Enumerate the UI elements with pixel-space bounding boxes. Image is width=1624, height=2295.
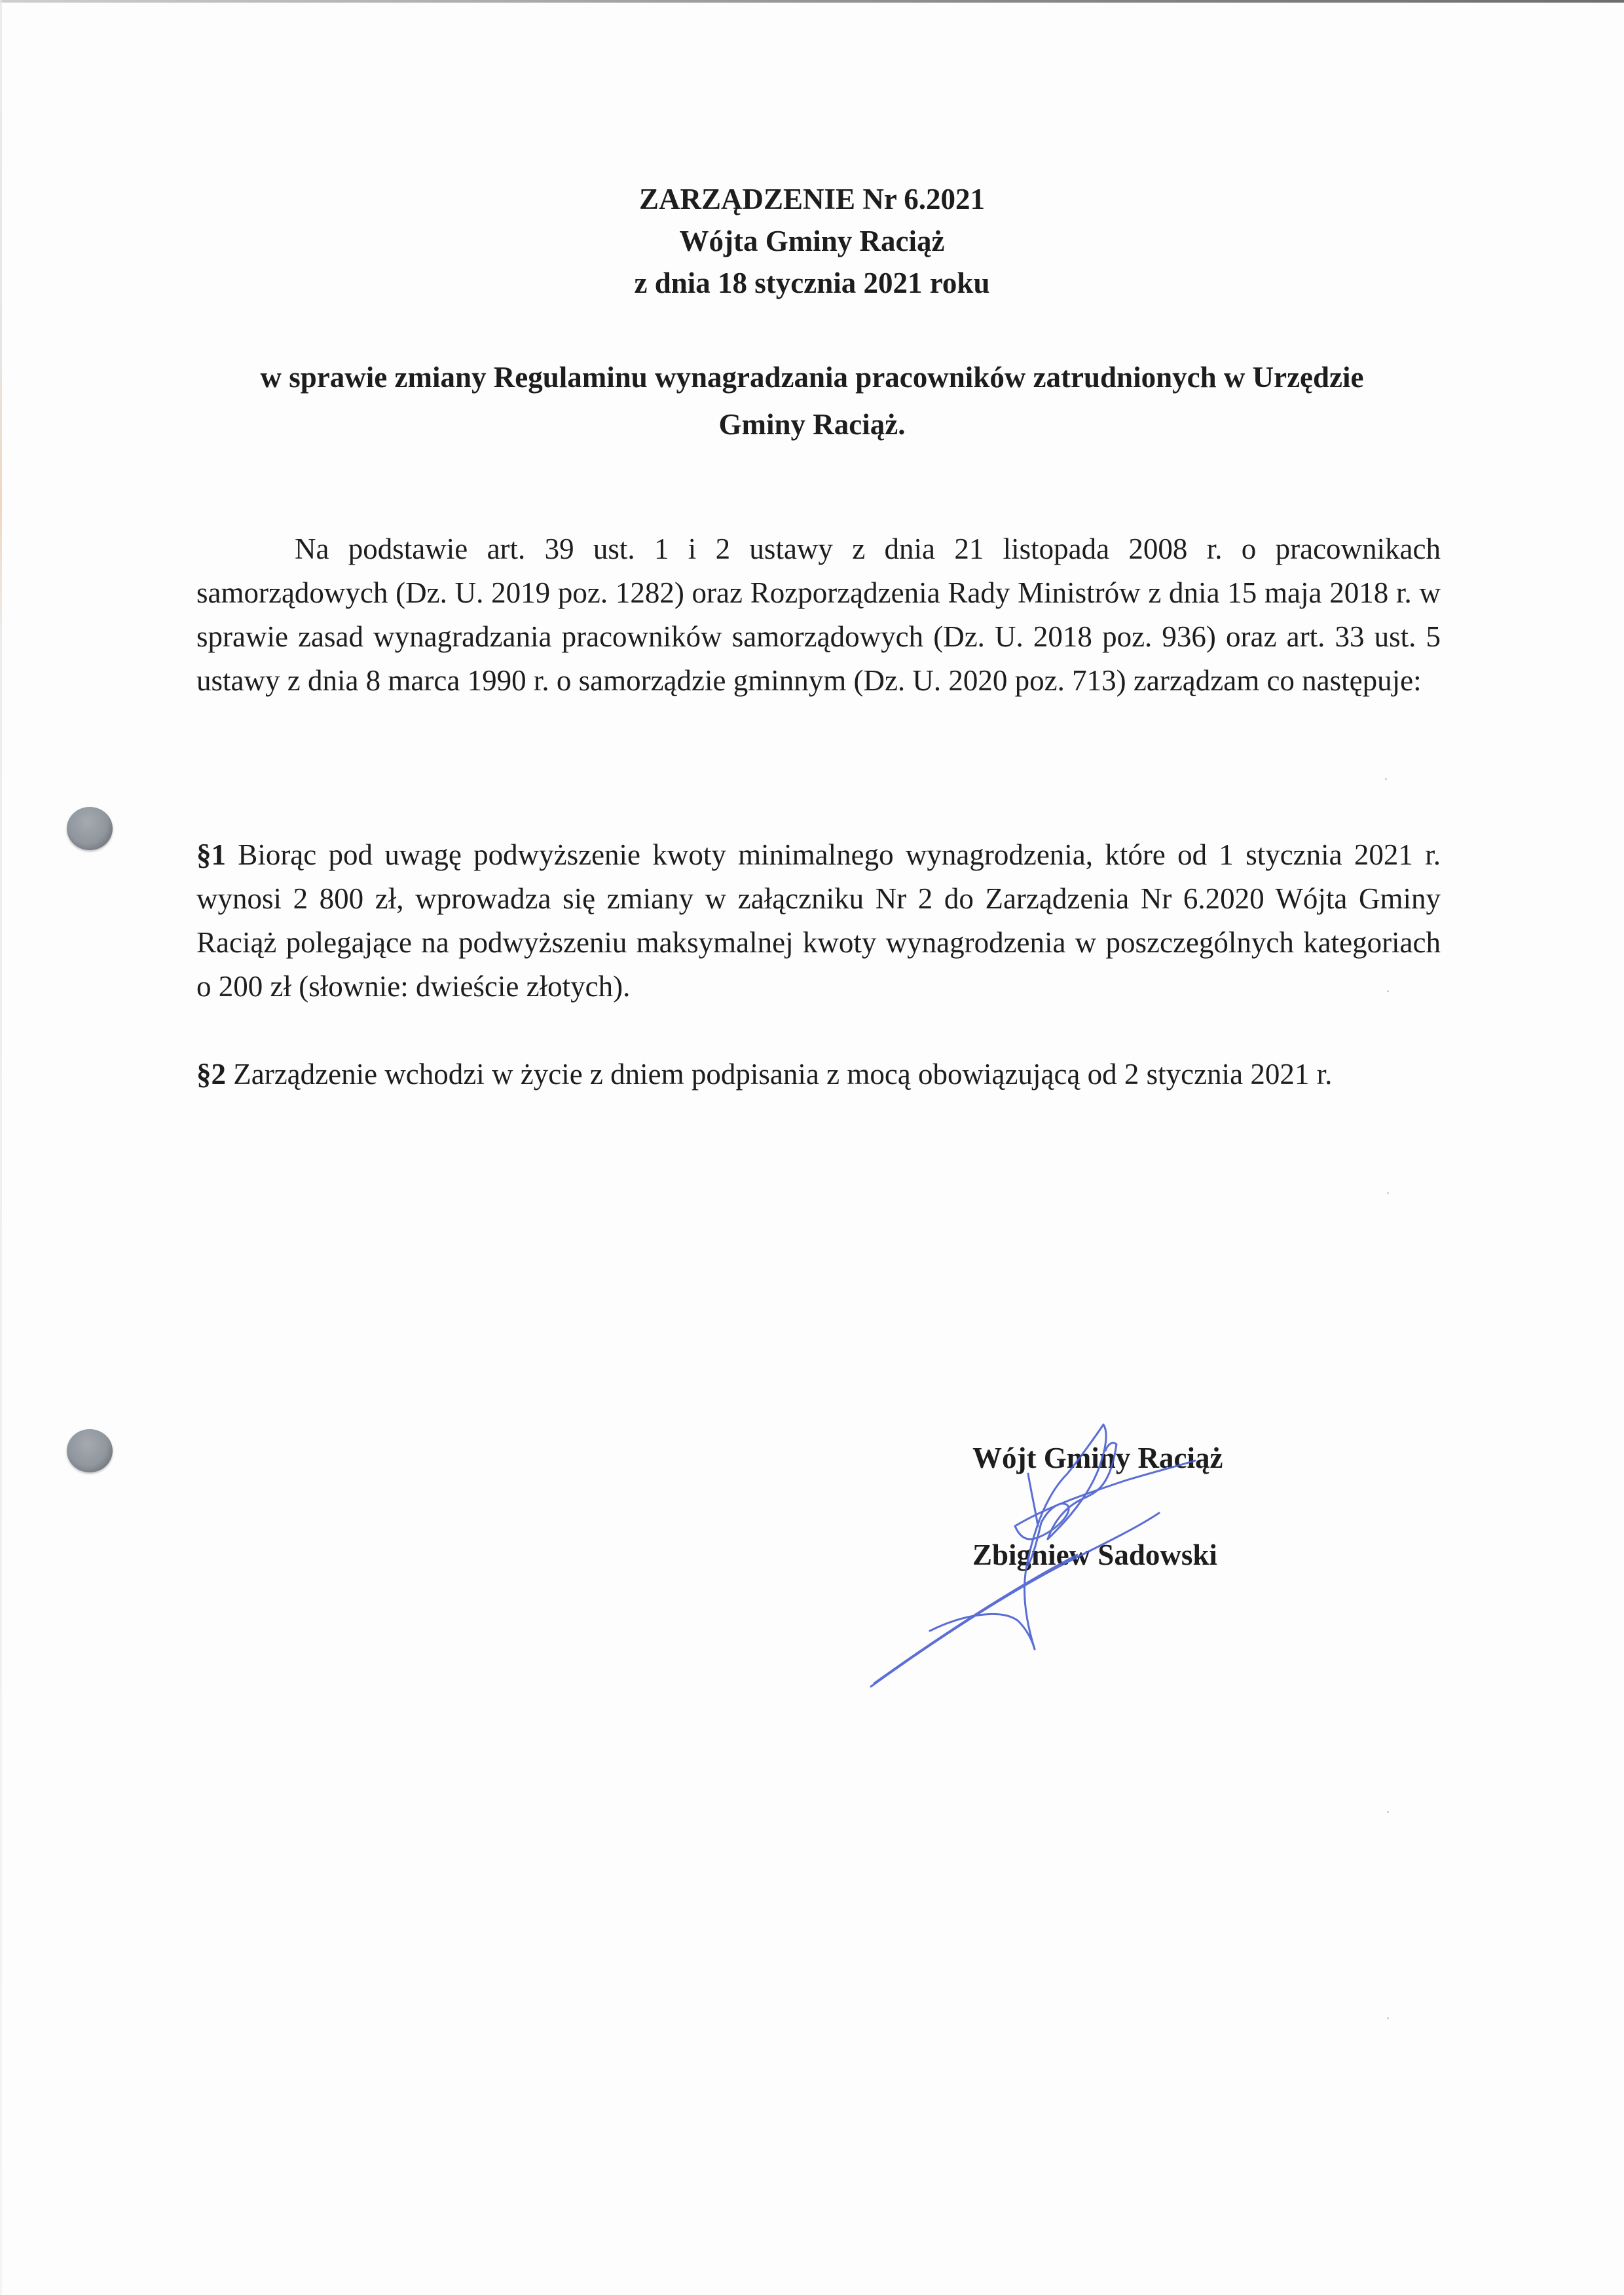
scan-speck: [1387, 1811, 1389, 1813]
section-2: [196, 1053, 1441, 1096]
signatory-name: Zbigniew Sadowski: [972, 1539, 1217, 1571]
scan-speck: [1387, 1192, 1389, 1194]
document-title: ZARZĄDZENIE Nr 6.2021: [639, 183, 985, 215]
document-date: z dnia 18 stycznia 2021 roku: [634, 267, 990, 299]
scan-speck: [1387, 2017, 1389, 2019]
section-2-text: Zarządzenie wchodzi w życie z dniem podpisania z mocą obowiązującą od 2 stycznia 2021 r.: [226, 1058, 1333, 1091]
section-1-text: Biorąc pod uwagę podwyższenie kwoty minimalnego wynagrodzenia, które od 1 stycznia 2021 r. wynosi 2 800 zł, wprowadza się zmiany w załączniku Nr 2 do Zarządzenia Nr 6.2020 Wójta Gminy Raciąż polegające na podwyższeniu maksymalnej kwoty wynagrodzenia w poszczególnych kategoriach o 200 zł (słownie: dwieście złotych).: [196, 838, 1441, 1003]
section-1-mark: §1: [196, 838, 226, 871]
document-issuer: Wójta Gminy Raciąż: [679, 225, 945, 257]
signatory-title: Wójt Gminy Raciąż: [972, 1442, 1223, 1474]
document-header: [0, 178, 1624, 304]
subject-line-1: w sprawie zmiany Regulaminu wynagradzania pracowników zatrudnionych w Urzędzie: [260, 361, 1364, 394]
punch-hole-lower: [67, 1429, 113, 1472]
punch-hole-upper: [67, 807, 113, 850]
subject-line-2: Gminy Raciąż.: [718, 408, 906, 441]
preamble-paragraph: Na podstawie art. 39 ust. 1 i 2 ustawy z dnia 21 listopada 2008 r. o pracownikach samorządowych (Dz. U. 2019 poz. 1282) oraz Rozporządzenia Rady Ministrów z dnia 15 maja 2018 r. w sprawie zasad wynagradzania pracowników samorządowych (Dz. U. 2018 poz. 936) oraz art. 33 ust. 5 ustawy z dnia 8 marca 1990 r. o samorządzie gminnym (Dz. U. 2020 poz. 713) zarządzam co następuje:: [196, 532, 1441, 697]
section-2-mark: §2: [196, 1058, 226, 1091]
scan-speck: [1385, 778, 1387, 780]
scan-left-edge: [0, 0, 2, 2295]
signature-block: [972, 1438, 1223, 1575]
scan-top-edge: [0, 0, 1624, 3]
section-1: [196, 833, 1441, 1009]
document-subject: [183, 354, 1441, 448]
